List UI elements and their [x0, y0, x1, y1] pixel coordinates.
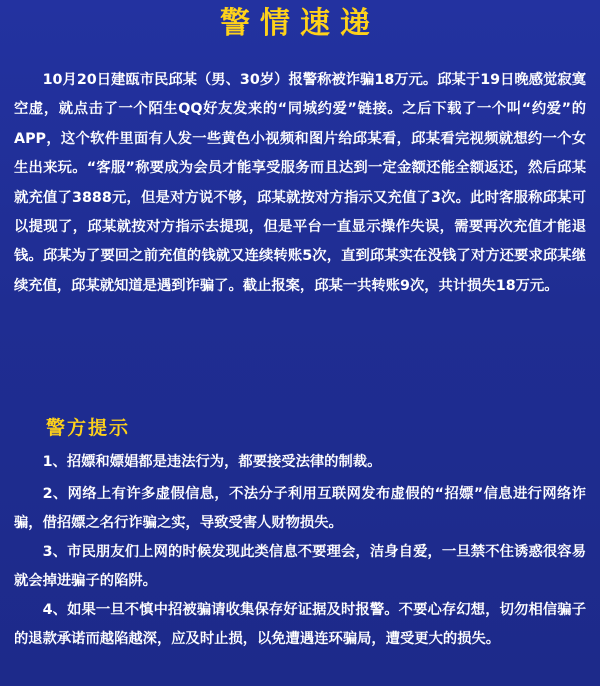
page-title: 警情速递 [220, 6, 380, 41]
case-report-paragraph: 10月20日建瓯市民邱某（男、30岁）报警称被诈骗18万元。邱某于19日晚感觉寂寞空虚，就点击了一个陌生QQ好友发来的“同城约爱”链接。之后下载了一个叫“约爱”的APP，这个软件里面有人发一些黄色小视频和图片给邱某看，邱某看完视频就想约一个女生出来玩。“客服”称要成为会员才能享受服务而且达到一定金额还能全额返还，然后邱某就充值了3888元，但是对方说不够，邱某就按对方指示又充值了3次。此时客服称邱某可以提现了，邱某就按对方指示去提现，但是平台一直显示操作失误，需要再次充值才能退钱。邱某为了要回之前充值的钱就又连续转账5次，直到邱某实在没钱了对方还要求邱某继续充值，邱某就知道是遇到诈骗了。截止报案，邱某一共转账9次，共计损失18万元。 [14, 72, 586, 294]
tip-item-3: 3、市民朋友们上网的时候发现此类信息不要理会，洁身自爱，一旦禁不住诱惑很容易就会掉进骗子的陷阱。 [14, 544, 586, 589]
tip-item-2: 2、网络上有许多虚假信息，不法分子利用互联网发布虚假的“招嫖”信息进行网络诈骗，借招嫖之名行诈骗之实，导致受害人财物损失。 [14, 486, 586, 531]
tip-item-4: 4、如果一旦不慎中招被骗请收集保存好证据及时报警。不要心存幻想，切勿相信骗子的退款承诺而越陷越深，应及时止损，以免遭遇连环骗局，遭受更大的损失。 [14, 602, 586, 647]
police-tips-heading: 警方提示 [46, 417, 131, 439]
tip-item-1: 1、招嫖和嫖娼都是违法行为，都要接受法律的制裁。 [42, 454, 382, 470]
